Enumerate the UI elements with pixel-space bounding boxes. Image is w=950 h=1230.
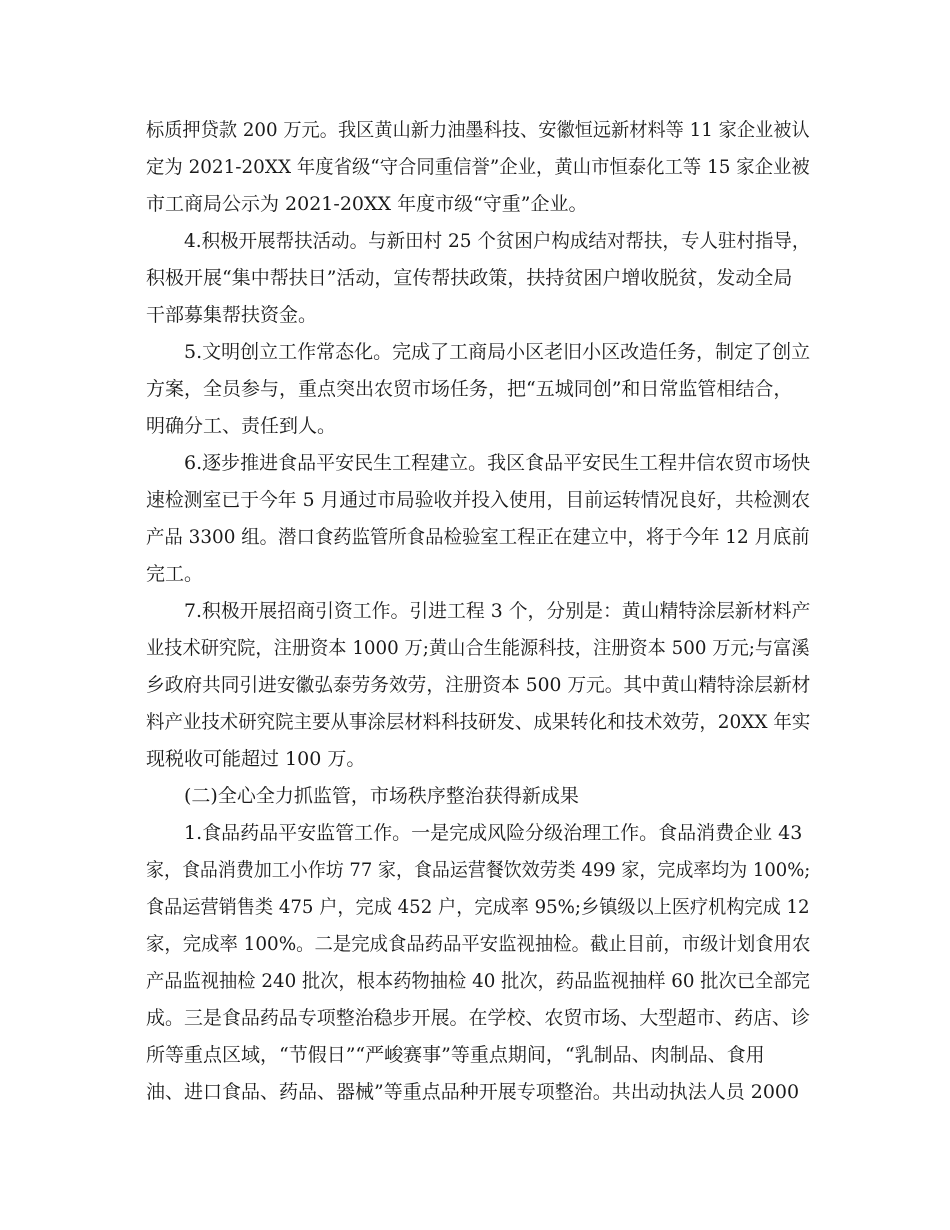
text-line: 乡政府共同引进安徽弘泰劳务效劳，注册资本 500 万元。其中黄山精特涂层新材 — [146, 674, 811, 696]
text-line: 速检测室已于今年 5 月通过市局验收并投入使用，目前运转情况良好，共检测农 — [146, 489, 811, 511]
text-line: 4.积极开展帮扶活动。与新田村 25 个贫困户构成结对帮扶，专人驻村指导， — [184, 230, 811, 252]
section-heading: (二)全心全力抓监管，市场秩序整治获得新成果 — [184, 785, 579, 807]
text-line: 油、进口食品、药品、器械”等重点品种开展专项整治。共出动执法人员 2000 — [146, 1081, 800, 1103]
text-line: 明确分工、责任到人。 — [146, 415, 337, 437]
text-line: 食品运营销售类 475 户，完成 452 户，完成率 95%;乡镇级以上医疗机构完成 12 — [146, 896, 810, 918]
text-line: 成。三是食品药品专项整治稳步开展。在学校、农贸市场、大型超市、药店、诊 — [146, 1007, 811, 1029]
text-line: 家，完成率 100%。二是完成食品药品平安监视抽检。截止目前，市级计划食用农 — [146, 933, 811, 955]
text-line: 料产业技术研究院主要从事涂层材料科技研发、成果转化和技术效劳，20XX 年实 — [146, 711, 811, 733]
text-line: 业技术研究院，注册资本 1000 万;黄山合生能源科技，注册资本 500 万元;与富溪 — [146, 637, 810, 659]
text-line: 定为 2021-20XX 年度省级“守合同重信誉”企业，黄山市恒泰化工等 15 家企业被 — [146, 156, 810, 178]
text-line: 1.食品药品平安监管工作。一是完成风险分级治理工作。食品消费企业 43 — [184, 822, 803, 844]
text-line: 积极开展“集中帮扶日”活动，宣传帮扶政策，扶持贫困户增收脱贫，发动全局 — [146, 267, 793, 289]
text-line: 所等重点区域，“节假日”“严峻赛事”等重点期间，“乳制品、肉制品、食用 — [146, 1044, 765, 1066]
text-line: 产品监视抽检 240 批次，根本药物抽检 40 批次，药品监视抽样 60 批次已全部完 — [146, 970, 810, 992]
text-line: 5.文明创立工作常态化。完成了工商局小区老旧小区改造任务，制定了创立 — [184, 341, 811, 363]
text-line: 方案，全员参与，重点突出农贸市场任务，把“五城同创”和日常监管相结合， — [146, 378, 793, 400]
text-line: 标质押贷款 200 万元。我区黄山新力油墨科技、安徽恒远新材料等 11 家企业被认 — [146, 119, 810, 141]
text-line: 7.积极开展招商引资工作。引进工程 3 个，分别是：黄山精特涂层新材料产 — [184, 600, 811, 622]
text-line: 干部募集帮扶资金。 — [146, 304, 318, 326]
text-line: 现税收可能超过 100 万。 — [146, 748, 366, 770]
text-line: 完工。 — [146, 563, 204, 585]
text-line: 6.逐步推进食品平安民生工程建立。我区食品平安民生工程井信农贸市场快 — [184, 452, 811, 474]
text-line: 家，食品消费加工小作坊 77 家，食品运营餐饮效劳类 499 家，完成率均为 100%; — [146, 859, 811, 881]
text-line: 产品 3300 组。潜口食药监管所食品检验室工程正在建立中，将于今年 12 月底前 — [146, 526, 810, 548]
text-line: 市工商局公示为 2021-20XX 年度市级“守重”企业。 — [146, 193, 588, 215]
